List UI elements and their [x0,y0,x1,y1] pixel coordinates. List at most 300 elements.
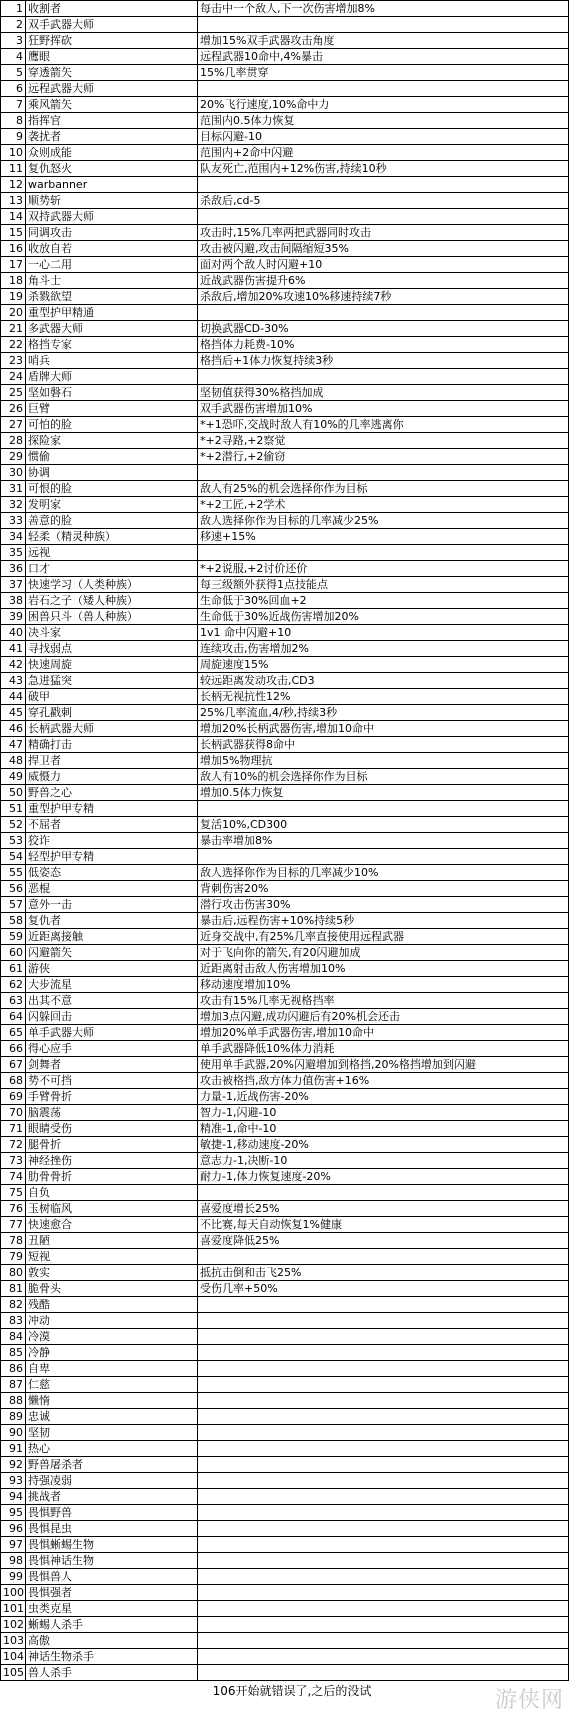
row-number-cell[interactable]: 35 [1,545,26,561]
perk-description-cell[interactable]: 喜爱度增长25% [198,1201,569,1217]
perk-name-cell[interactable]: 盾牌大师 [26,369,198,385]
row-number-cell[interactable]: 74 [1,1169,26,1185]
perk-description-cell[interactable]: 不比赛,每天自动恢复1%健康 [198,1217,569,1233]
perk-name-cell[interactable]: 高傲 [26,1633,198,1649]
perk-name-cell[interactable]: 畏惧强者 [26,1585,198,1601]
perk-description-cell[interactable]: 周旋速度15% [198,657,569,673]
perk-description-cell[interactable]: 暴击后,远程伤害+10%持续5秒 [198,913,569,929]
perk-description-cell[interactable]: 智力-1,闪避-10 [198,1105,569,1121]
row-number-cell[interactable]: 25 [1,385,26,401]
row-number-cell[interactable]: 65 [1,1025,26,1041]
row-number-cell[interactable]: 48 [1,753,26,769]
perk-name-cell[interactable]: 出其不意 [26,993,198,1009]
perk-description-cell[interactable]: 使用单手武器,20%闪避增加到格挡,20%格挡增加到闪避 [198,1057,569,1073]
perk-name-cell[interactable]: 惯偷 [26,449,198,465]
perk-name-cell[interactable]: 仁慈 [26,1377,198,1393]
perk-name-cell[interactable]: 闪躲回击 [26,1009,198,1025]
perk-name-cell[interactable]: 发明家 [26,497,198,513]
row-number-cell[interactable]: 99 [1,1569,26,1585]
perk-name-cell[interactable]: 远程武器大师 [26,81,198,97]
perk-description-cell[interactable] [198,1393,569,1409]
perk-description-cell[interactable]: 攻击被格挡,敌方体力值伤害+16% [198,1073,569,1089]
row-number-cell[interactable]: 41 [1,641,26,657]
perk-description-cell[interactable]: 单手武器降低10%体力消耗 [198,1041,569,1057]
perk-name-cell[interactable]: 重型护甲专精 [26,801,198,817]
row-number-cell[interactable]: 17 [1,257,26,273]
row-number-cell[interactable]: 57 [1,897,26,913]
row-number-cell[interactable]: 97 [1,1537,26,1553]
perk-name-cell[interactable]: 意外一击 [26,897,198,913]
perk-description-cell[interactable] [198,1665,569,1681]
perk-name-cell[interactable]: 指挥官 [26,113,198,129]
row-number-cell[interactable]: 63 [1,993,26,1009]
perk-description-cell[interactable] [198,465,569,481]
perk-description-cell[interactable]: 范围内0.5体力恢复 [198,113,569,129]
perk-name-cell[interactable]: 复仇者 [26,913,198,929]
perk-name-cell[interactable]: 眼睛受伤 [26,1121,198,1137]
perk-name-cell[interactable]: 长柄武器大师 [26,721,198,737]
perk-description-cell[interactable]: 增加15%双手武器攻击角度 [198,33,569,49]
row-number-cell[interactable]: 96 [1,1521,26,1537]
row-number-cell[interactable]: 15 [1,225,26,241]
perk-description-cell[interactable] [198,1361,569,1377]
perk-name-cell[interactable]: 神话生物杀手 [26,1649,198,1665]
row-number-cell[interactable]: 76 [1,1201,26,1217]
perk-description-cell[interactable] [198,1585,569,1601]
row-number-cell[interactable]: 11 [1,161,26,177]
perk-name-cell[interactable]: warbanner [26,177,198,193]
perk-name-cell[interactable]: 双持武器大师 [26,209,198,225]
perk-description-cell[interactable]: 范围内+2命中闪避 [198,145,569,161]
perk-description-cell[interactable]: 增加20%长柄武器伤害,增加10命中 [198,721,569,737]
perk-description-cell[interactable] [198,849,569,865]
perk-description-cell[interactable]: 敏捷-1,移动速度-20% [198,1137,569,1153]
perk-name-cell[interactable]: 低姿态 [26,865,198,881]
perk-name-cell[interactable]: 野兽之心 [26,785,198,801]
perk-description-cell[interactable]: 对于飞向你的箭矢,有20闪避加成 [198,945,569,961]
perk-name-cell[interactable]: 得心应手 [26,1041,198,1057]
row-number-cell[interactable]: 16 [1,241,26,257]
row-number-cell[interactable]: 8 [1,113,26,129]
perk-name-cell[interactable]: 快速愈合 [26,1217,198,1233]
perk-description-cell[interactable]: 目标闪避-10 [198,129,569,145]
perk-description-cell[interactable] [198,1553,569,1569]
row-number-cell[interactable]: 83 [1,1313,26,1329]
row-number-cell[interactable]: 73 [1,1153,26,1169]
row-number-cell[interactable]: 95 [1,1505,26,1521]
perk-name-cell[interactable]: 穿孔戳刺 [26,705,198,721]
perk-description-cell[interactable]: 长柄无视抗性12% [198,689,569,705]
perk-name-cell[interactable]: 快速学习（人类种族） [26,577,198,593]
perk-description-cell[interactable]: 坚韧值获得30%格挡加成 [198,385,569,401]
row-number-cell[interactable]: 78 [1,1233,26,1249]
perk-name-cell[interactable]: 冷静 [26,1345,198,1361]
perk-description-cell[interactable]: 队友死亡,范围内+12%伤害,持续10秒 [198,161,569,177]
perk-description-cell[interactable] [198,1249,569,1265]
row-number-cell[interactable]: 52 [1,817,26,833]
perk-name-cell[interactable]: 轻型护甲专精 [26,849,198,865]
row-number-cell[interactable]: 23 [1,353,26,369]
row-number-cell[interactable]: 7 [1,97,26,113]
perk-description-cell[interactable] [198,1441,569,1457]
perk-name-cell[interactable]: 神经挫伤 [26,1153,198,1169]
perk-description-cell[interactable]: 远程武器10命中,4%暴击 [198,49,569,65]
perk-name-cell[interactable]: 肋骨骨折 [26,1169,198,1185]
perk-name-cell[interactable]: 破甲 [26,689,198,705]
row-number-cell[interactable]: 43 [1,673,26,689]
perk-name-cell[interactable]: 探险家 [26,433,198,449]
row-number-cell[interactable]: 98 [1,1553,26,1569]
perk-description-cell[interactable]: 潜行攻击伤害30% [198,897,569,913]
perk-description-cell[interactable] [198,1537,569,1553]
perk-description-cell[interactable] [198,1633,569,1649]
row-number-cell[interactable]: 46 [1,721,26,737]
perk-description-cell[interactable] [198,1297,569,1313]
perk-name-cell[interactable]: 手臂骨折 [26,1089,198,1105]
perk-description-cell[interactable] [198,305,569,321]
row-number-cell[interactable]: 28 [1,433,26,449]
perk-description-cell[interactable] [198,1569,569,1585]
perk-description-cell[interactable]: 攻击有15%几率无视格挡率 [198,993,569,1009]
perk-name-cell[interactable]: 双手武器大师 [26,17,198,33]
perk-description-cell[interactable]: 背刺伤害20% [198,881,569,897]
perk-description-cell[interactable] [198,545,569,561]
perk-name-cell[interactable]: 狂野挥砍 [26,33,198,49]
perk-description-cell[interactable]: 每三级额外获得1点技能点 [198,577,569,593]
row-number-cell[interactable]: 20 [1,305,26,321]
perk-description-cell[interactable]: 近战武器伤害提升6% [198,273,569,289]
perk-description-cell[interactable]: 敌人有10%的机会选择你作为目标 [198,769,569,785]
row-number-cell[interactable]: 14 [1,209,26,225]
perk-name-cell[interactable]: 重型护甲精通 [26,305,198,321]
perk-name-cell[interactable]: 复仇怒火 [26,161,198,177]
perk-description-cell[interactable]: 25%几率流血,4/秒,持续3秒 [198,705,569,721]
perk-description-cell[interactable]: 20%飞行速度,10%命中力 [198,97,569,113]
row-number-cell[interactable]: 87 [1,1377,26,1393]
perk-name-cell[interactable]: 单手武器大师 [26,1025,198,1041]
perk-description-cell[interactable]: 增加5%物理抗 [198,753,569,769]
row-number-cell[interactable]: 18 [1,273,26,289]
perk-description-cell[interactable] [198,1601,569,1617]
row-number-cell[interactable]: 72 [1,1137,26,1153]
perk-name-cell[interactable]: 狡诈 [26,833,198,849]
row-number-cell[interactable]: 84 [1,1329,26,1345]
perk-name-cell[interactable]: 冲动 [26,1313,198,1329]
perk-description-cell[interactable]: 格挡后+1体力恢复持续3秒 [198,353,569,369]
perk-name-cell[interactable]: 格挡专家 [26,337,198,353]
row-number-cell[interactable]: 37 [1,577,26,593]
row-number-cell[interactable]: 49 [1,769,26,785]
row-number-cell[interactable]: 102 [1,1617,26,1633]
perk-description-cell[interactable]: 移速+15% [198,529,569,545]
row-number-cell[interactable]: 55 [1,865,26,881]
row-number-cell[interactable]: 86 [1,1361,26,1377]
row-number-cell[interactable]: 92 [1,1457,26,1473]
row-number-cell[interactable]: 103 [1,1633,26,1649]
perk-name-cell[interactable]: 协调 [26,465,198,481]
perk-name-cell[interactable]: 轻柔（精灵种族） [26,529,198,545]
row-number-cell[interactable]: 82 [1,1297,26,1313]
row-number-cell[interactable]: 36 [1,561,26,577]
row-number-cell[interactable]: 38 [1,593,26,609]
row-number-cell[interactable]: 93 [1,1473,26,1489]
row-number-cell[interactable]: 59 [1,929,26,945]
perk-description-cell[interactable] [198,1377,569,1393]
perk-description-cell[interactable]: 双手武器伤害增加10% [198,401,569,417]
row-number-cell[interactable]: 1 [1,1,26,17]
perk-description-cell[interactable]: 近距离射击敌人伤害增加10% [198,961,569,977]
perk-name-cell[interactable]: 决斗家 [26,625,198,641]
perk-name-cell[interactable]: 穿透箭矢 [26,65,198,81]
perk-name-cell[interactable]: 袭扰者 [26,129,198,145]
row-number-cell[interactable]: 80 [1,1265,26,1281]
perk-name-cell[interactable]: 丑陋 [26,1233,198,1249]
perk-description-cell[interactable] [198,1489,569,1505]
perk-name-cell[interactable]: 快速周旋 [26,657,198,673]
row-number-cell[interactable]: 88 [1,1393,26,1409]
perk-description-cell[interactable]: 增加3点闪避,成功闪避后有20%机会还击 [198,1009,569,1025]
perk-name-cell[interactable]: 可恨的脸 [26,481,198,497]
perk-description-cell[interactable]: 意志力-1,决断-10 [198,1153,569,1169]
perk-name-cell[interactable]: 玉树临风 [26,1201,198,1217]
perk-name-cell[interactable]: 捍卫者 [26,753,198,769]
perk-name-cell[interactable]: 坚韧 [26,1425,198,1441]
perk-description-cell[interactable]: 耐力-1,体力恢复速度-20% [198,1169,569,1185]
perk-name-cell[interactable]: 短视 [26,1249,198,1265]
perk-description-cell[interactable] [198,1425,569,1441]
perk-name-cell[interactable]: 收放自若 [26,241,198,257]
perk-description-cell[interactable]: 较远距离发动攻击,CD3 [198,673,569,689]
row-number-cell[interactable]: 62 [1,977,26,993]
row-number-cell[interactable]: 85 [1,1345,26,1361]
perk-description-cell[interactable]: 切换武器CD-30% [198,321,569,337]
perk-name-cell[interactable]: 收割者 [26,1,198,17]
row-number-cell[interactable]: 44 [1,689,26,705]
row-number-cell[interactable]: 66 [1,1041,26,1057]
row-number-cell[interactable]: 67 [1,1057,26,1073]
perk-name-cell[interactable]: 精确打击 [26,737,198,753]
row-number-cell[interactable]: 77 [1,1217,26,1233]
row-number-cell[interactable]: 26 [1,401,26,417]
perk-description-cell[interactable] [198,801,569,817]
row-number-cell[interactable]: 50 [1,785,26,801]
perk-description-cell[interactable]: *+2工匠,+2学术 [198,497,569,513]
perk-name-cell[interactable]: 困兽只斗（兽人种族） [26,609,198,625]
row-number-cell[interactable]: 100 [1,1585,26,1601]
perk-name-cell[interactable]: 近距离接触 [26,929,198,945]
perk-name-cell[interactable]: 畏惧野兽 [26,1505,198,1521]
perk-description-cell[interactable]: 受伤几率+50% [198,1281,569,1297]
perk-name-cell[interactable]: 岩石之子（矮人种族） [26,593,198,609]
perk-description-cell[interactable] [198,81,569,97]
perk-name-cell[interactable]: 口才 [26,561,198,577]
perk-name-cell[interactable]: 残酷 [26,1297,198,1313]
row-number-cell[interactable]: 42 [1,657,26,673]
row-number-cell[interactable]: 54 [1,849,26,865]
perk-name-cell[interactable]: 角斗士 [26,273,198,289]
perk-description-cell[interactable]: 复活10%,CD300 [198,817,569,833]
perk-name-cell[interactable]: 远视 [26,545,198,561]
row-number-cell[interactable]: 69 [1,1089,26,1105]
perk-name-cell[interactable]: 顺势斩 [26,193,198,209]
row-number-cell[interactable]: 5 [1,65,26,81]
perk-description-cell[interactable] [198,1521,569,1537]
perk-name-cell[interactable]: 恶棍 [26,881,198,897]
row-number-cell[interactable]: 40 [1,625,26,641]
perk-name-cell[interactable]: 势不可挡 [26,1073,198,1089]
perk-name-cell[interactable]: 自负 [26,1185,198,1201]
perk-description-cell[interactable]: *+2说服,+2讨价还价 [198,561,569,577]
row-number-cell[interactable]: 3 [1,33,26,49]
row-number-cell[interactable]: 101 [1,1601,26,1617]
row-number-cell[interactable]: 71 [1,1121,26,1137]
perk-description-cell[interactable] [198,1329,569,1345]
perk-name-cell[interactable]: 闪避箭矢 [26,945,198,961]
perk-name-cell[interactable]: 急进猛突 [26,673,198,689]
perk-description-cell[interactable] [198,1473,569,1489]
perk-description-cell[interactable]: 杀敌后,增加20%攻速10%移速持续7秒 [198,289,569,305]
perk-name-cell[interactable]: 不屈者 [26,817,198,833]
perk-name-cell[interactable]: 持强凌弱 [26,1473,198,1489]
perk-description-cell[interactable]: 每击中一个敌人,下一次伤害增加8% [198,1,569,17]
perk-description-cell[interactable]: 攻击时,15%几率两把武器同时攻击 [198,225,569,241]
row-number-cell[interactable]: 31 [1,481,26,497]
row-number-cell[interactable]: 56 [1,881,26,897]
perk-description-cell[interactable] [198,1505,569,1521]
row-number-cell[interactable]: 70 [1,1105,26,1121]
perk-description-cell[interactable]: 攻击被闪避,攻击间隔缩短35% [198,241,569,257]
row-number-cell[interactable]: 47 [1,737,26,753]
perk-name-cell[interactable]: 自卑 [26,1361,198,1377]
perk-name-cell[interactable]: 畏惧兽人 [26,1569,198,1585]
row-number-cell[interactable]: 19 [1,289,26,305]
row-number-cell[interactable]: 75 [1,1185,26,1201]
row-number-cell[interactable]: 51 [1,801,26,817]
row-number-cell[interactable]: 27 [1,417,26,433]
perk-name-cell[interactable]: 可怕的脸 [26,417,198,433]
row-number-cell[interactable]: 58 [1,913,26,929]
perk-description-cell[interactable]: *+1恐吓,交战时敌人有10%的几率逃离你 [198,417,569,433]
perk-description-cell[interactable]: 敌人选择你作为目标的几率减少25% [198,513,569,529]
perk-name-cell[interactable]: 多武器大师 [26,321,198,337]
row-number-cell[interactable]: 60 [1,945,26,961]
perk-description-cell[interactable] [198,1185,569,1201]
row-number-cell[interactable]: 81 [1,1281,26,1297]
perk-description-cell[interactable]: 敌人有25%的机会选择你作为目标 [198,481,569,497]
row-number-cell[interactable]: 13 [1,193,26,209]
perk-name-cell[interactable]: 游侠 [26,961,198,977]
perk-name-cell[interactable]: 腿骨折 [26,1137,198,1153]
perk-description-cell[interactable]: 增加0.5体力恢复 [198,785,569,801]
perk-name-cell[interactable]: 善意的脸 [26,513,198,529]
perk-description-cell[interactable]: 暴击率增加8% [198,833,569,849]
perk-name-cell[interactable]: 热心 [26,1441,198,1457]
row-number-cell[interactable]: 68 [1,1073,26,1089]
perk-name-cell[interactable]: 畏惧蜥蜴生物 [26,1537,198,1553]
perk-name-cell[interactable]: 坚如磐石 [26,385,198,401]
perk-description-cell[interactable] [198,1345,569,1361]
perk-name-cell[interactable]: 冷漠 [26,1329,198,1345]
perk-name-cell[interactable]: 忠诚 [26,1409,198,1425]
perk-description-cell[interactable]: *+2寻路,+2察觉 [198,433,569,449]
perk-name-cell[interactable]: 懒惰 [26,1393,198,1409]
row-number-cell[interactable]: 10 [1,145,26,161]
row-number-cell[interactable]: 64 [1,1009,26,1025]
perk-description-cell[interactable]: 15%几率贯穿 [198,65,569,81]
perk-name-cell[interactable]: 乘风箭矢 [26,97,198,113]
row-number-cell[interactable]: 9 [1,129,26,145]
perk-description-cell[interactable] [198,369,569,385]
perk-name-cell[interactable]: 众则成能 [26,145,198,161]
row-number-cell[interactable]: 32 [1,497,26,513]
perk-name-cell[interactable]: 寻找弱点 [26,641,198,657]
perk-name-cell[interactable]: 畏惧神话生物 [26,1553,198,1569]
perk-name-cell[interactable]: 虫类克星 [26,1601,198,1617]
perk-name-cell[interactable]: 哨兵 [26,353,198,369]
perk-description-cell[interactable]: 生命低于30%回血+2 [198,593,569,609]
row-number-cell[interactable]: 33 [1,513,26,529]
perk-name-cell[interactable]: 敦实 [26,1265,198,1281]
row-number-cell[interactable]: 22 [1,337,26,353]
row-number-cell[interactable]: 29 [1,449,26,465]
perk-name-cell[interactable]: 蜥蜴人杀手 [26,1617,198,1633]
perk-description-cell[interactable]: 抵抗击倒和击飞25% [198,1265,569,1281]
perk-name-cell[interactable]: 同调攻击 [26,225,198,241]
row-number-cell[interactable]: 104 [1,1649,26,1665]
row-number-cell[interactable]: 4 [1,49,26,65]
perk-description-cell[interactable]: 敌人选择你作为目标的几率减少10% [198,865,569,881]
row-number-cell[interactable]: 89 [1,1409,26,1425]
row-number-cell[interactable]: 21 [1,321,26,337]
perk-description-cell[interactable]: 连续攻击,伤害增加2% [198,641,569,657]
row-number-cell[interactable]: 61 [1,961,26,977]
perk-name-cell[interactable]: 巨臂 [26,401,198,417]
perk-description-cell[interactable]: 喜爱度降低25% [198,1233,569,1249]
perk-description-cell[interactable] [198,1649,569,1665]
perk-description-cell[interactable]: 移动速度增加10% [198,977,569,993]
perk-description-cell[interactable] [198,1457,569,1473]
perk-description-cell[interactable]: 精准-1,命中-10 [198,1121,569,1137]
perk-description-cell[interactable]: 面对两个敌人时闪避+10 [198,257,569,273]
perk-description-cell[interactable]: 增加20%单手武器伤害,增加10命中 [198,1025,569,1041]
perk-name-cell[interactable]: 兽人杀手 [26,1665,198,1681]
perk-description-cell[interactable]: 长柄武器获得8命中 [198,737,569,753]
row-number-cell[interactable]: 45 [1,705,26,721]
perk-description-cell[interactable] [198,177,569,193]
perk-description-cell[interactable]: 生命低于30%近战伤害增加20% [198,609,569,625]
perk-description-cell[interactable] [198,1409,569,1425]
row-number-cell[interactable]: 24 [1,369,26,385]
row-number-cell[interactable]: 105 [1,1665,26,1681]
perk-description-cell[interactable] [198,209,569,225]
row-number-cell[interactable]: 90 [1,1425,26,1441]
perk-description-cell[interactable]: 杀敌后,cd-5 [198,193,569,209]
perk-description-cell[interactable]: *+2潜行,+2偷窃 [198,449,569,465]
row-number-cell[interactable]: 94 [1,1489,26,1505]
perk-description-cell[interactable] [198,1313,569,1329]
perk-name-cell[interactable]: 野兽屠杀者 [26,1457,198,1473]
perk-name-cell[interactable]: 挑战者 [26,1489,198,1505]
perk-description-cell[interactable] [198,17,569,33]
row-number-cell[interactable]: 91 [1,1441,26,1457]
row-number-cell[interactable]: 79 [1,1249,26,1265]
perk-name-cell[interactable]: 鹰眼 [26,49,198,65]
row-number-cell[interactable]: 12 [1,177,26,193]
row-number-cell[interactable]: 39 [1,609,26,625]
row-number-cell[interactable]: 2 [1,17,26,33]
perk-description-cell[interactable]: 力量-1,近战伤害-20% [198,1089,569,1105]
perk-name-cell[interactable]: 大步流星 [26,977,198,993]
